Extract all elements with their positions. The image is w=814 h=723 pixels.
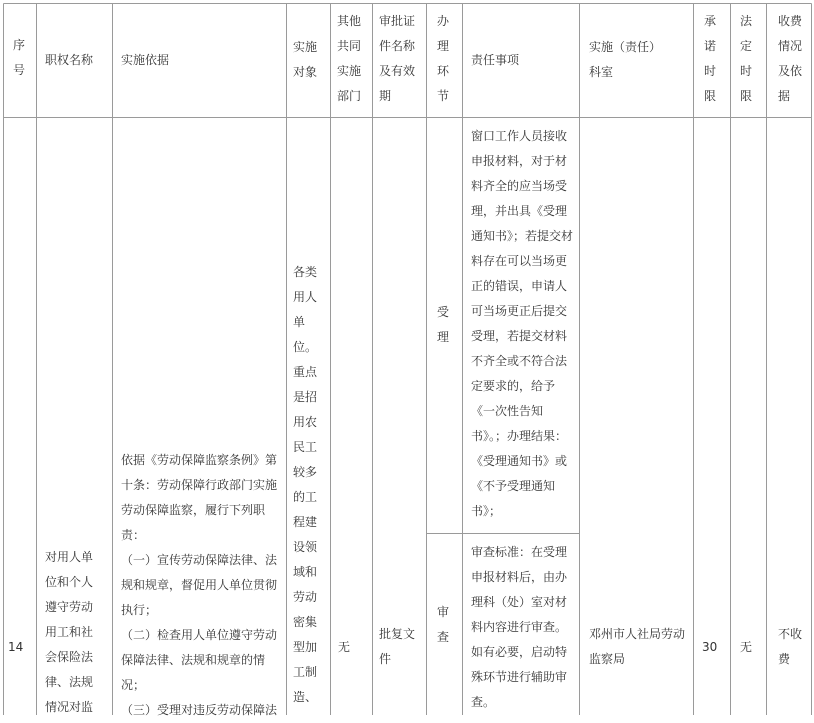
row-basis — [121, 448, 285, 723]
step-text-accept: 窗口工作人员接收申报材料，对于材料齐全的应当场受理，并出具《受理通知书》；若提交材料存在可以当场更正的错误，申请人可当场更正后提交受理，若提交材料不齐全或不符合法定要求的，给予《一次性告知书》。；办理结果：《受理通知书》或《不予受理通知书》； — [471, 129, 574, 518]
basis-line: 保障法律、法规和规章的情 — [121, 653, 266, 667]
basis-line: 执行； — [121, 603, 158, 617]
basis-line: （一）宣传劳动保障法律、法 — [121, 553, 278, 567]
header-other-depts: 其他共同实施部门 — [337, 14, 362, 103]
header-legal-time: 法定时限 — [740, 14, 753, 103]
basis-line: （三）受理对违反劳动保障法 — [121, 703, 278, 717]
header-dept: 实施（责任）科室 — [589, 40, 662, 79]
row-promised-time: 30 — [702, 640, 718, 654]
header-seq: 序号 — [12, 38, 25, 77]
basis-line: 依据《劳动保障监察条例》第 — [121, 453, 278, 467]
header-approval-doc: 审批证件名称及有效期 — [379, 14, 416, 103]
step-name-accept: 受理 — [437, 305, 450, 344]
header-process: 办理环节 — [437, 14, 450, 103]
row-power-name: 对用人单位和个人遵守劳动用工和社会保险法律、法规情况对监 — [45, 550, 94, 714]
header-basis: 实施依据 — [121, 53, 170, 67]
basis-line: 责： — [121, 528, 146, 542]
basis-line: 规和规章，督促用人单位贯彻 — [121, 578, 278, 592]
basis-line: 劳动保障监察，履行下列职 — [121, 503, 266, 517]
row-other-depts: 无 — [338, 640, 351, 654]
step-name-review: 审查 — [437, 605, 450, 644]
basis-line: 十条：劳动保障行政部门实施 — [121, 478, 278, 492]
row-target: 各类用人单位。重点是招用农民工较多的工程建设领域和劳动密集型加工制造、 — [293, 265, 318, 704]
step-text-review: 审查标准：在受理申报材料后，由办理科（处）室对材料内容进行审查。如有必要，启动特殊环节进行辅助审查。 — [471, 545, 568, 709]
header-promised-time: 承诺时限 — [704, 14, 717, 103]
basis-line: （二）检查用人单位遵守劳动 — [121, 628, 278, 642]
header-fee: 收费情况及依据 — [778, 14, 803, 103]
header-target: 实施对象 — [293, 40, 318, 79]
row-seq: 14 — [8, 640, 24, 654]
row-fee: 不收费 — [778, 627, 803, 666]
header-responsibility: 责任事项 — [471, 53, 520, 67]
header-power-name: 职权名称 — [45, 53, 94, 67]
basis-line: 况； — [121, 678, 146, 692]
row-approval-doc: 批复文件 — [379, 627, 416, 666]
row-dept: 邓州市人社局劳动监察局 — [589, 627, 686, 666]
row-legal-time: 无 — [740, 640, 753, 654]
